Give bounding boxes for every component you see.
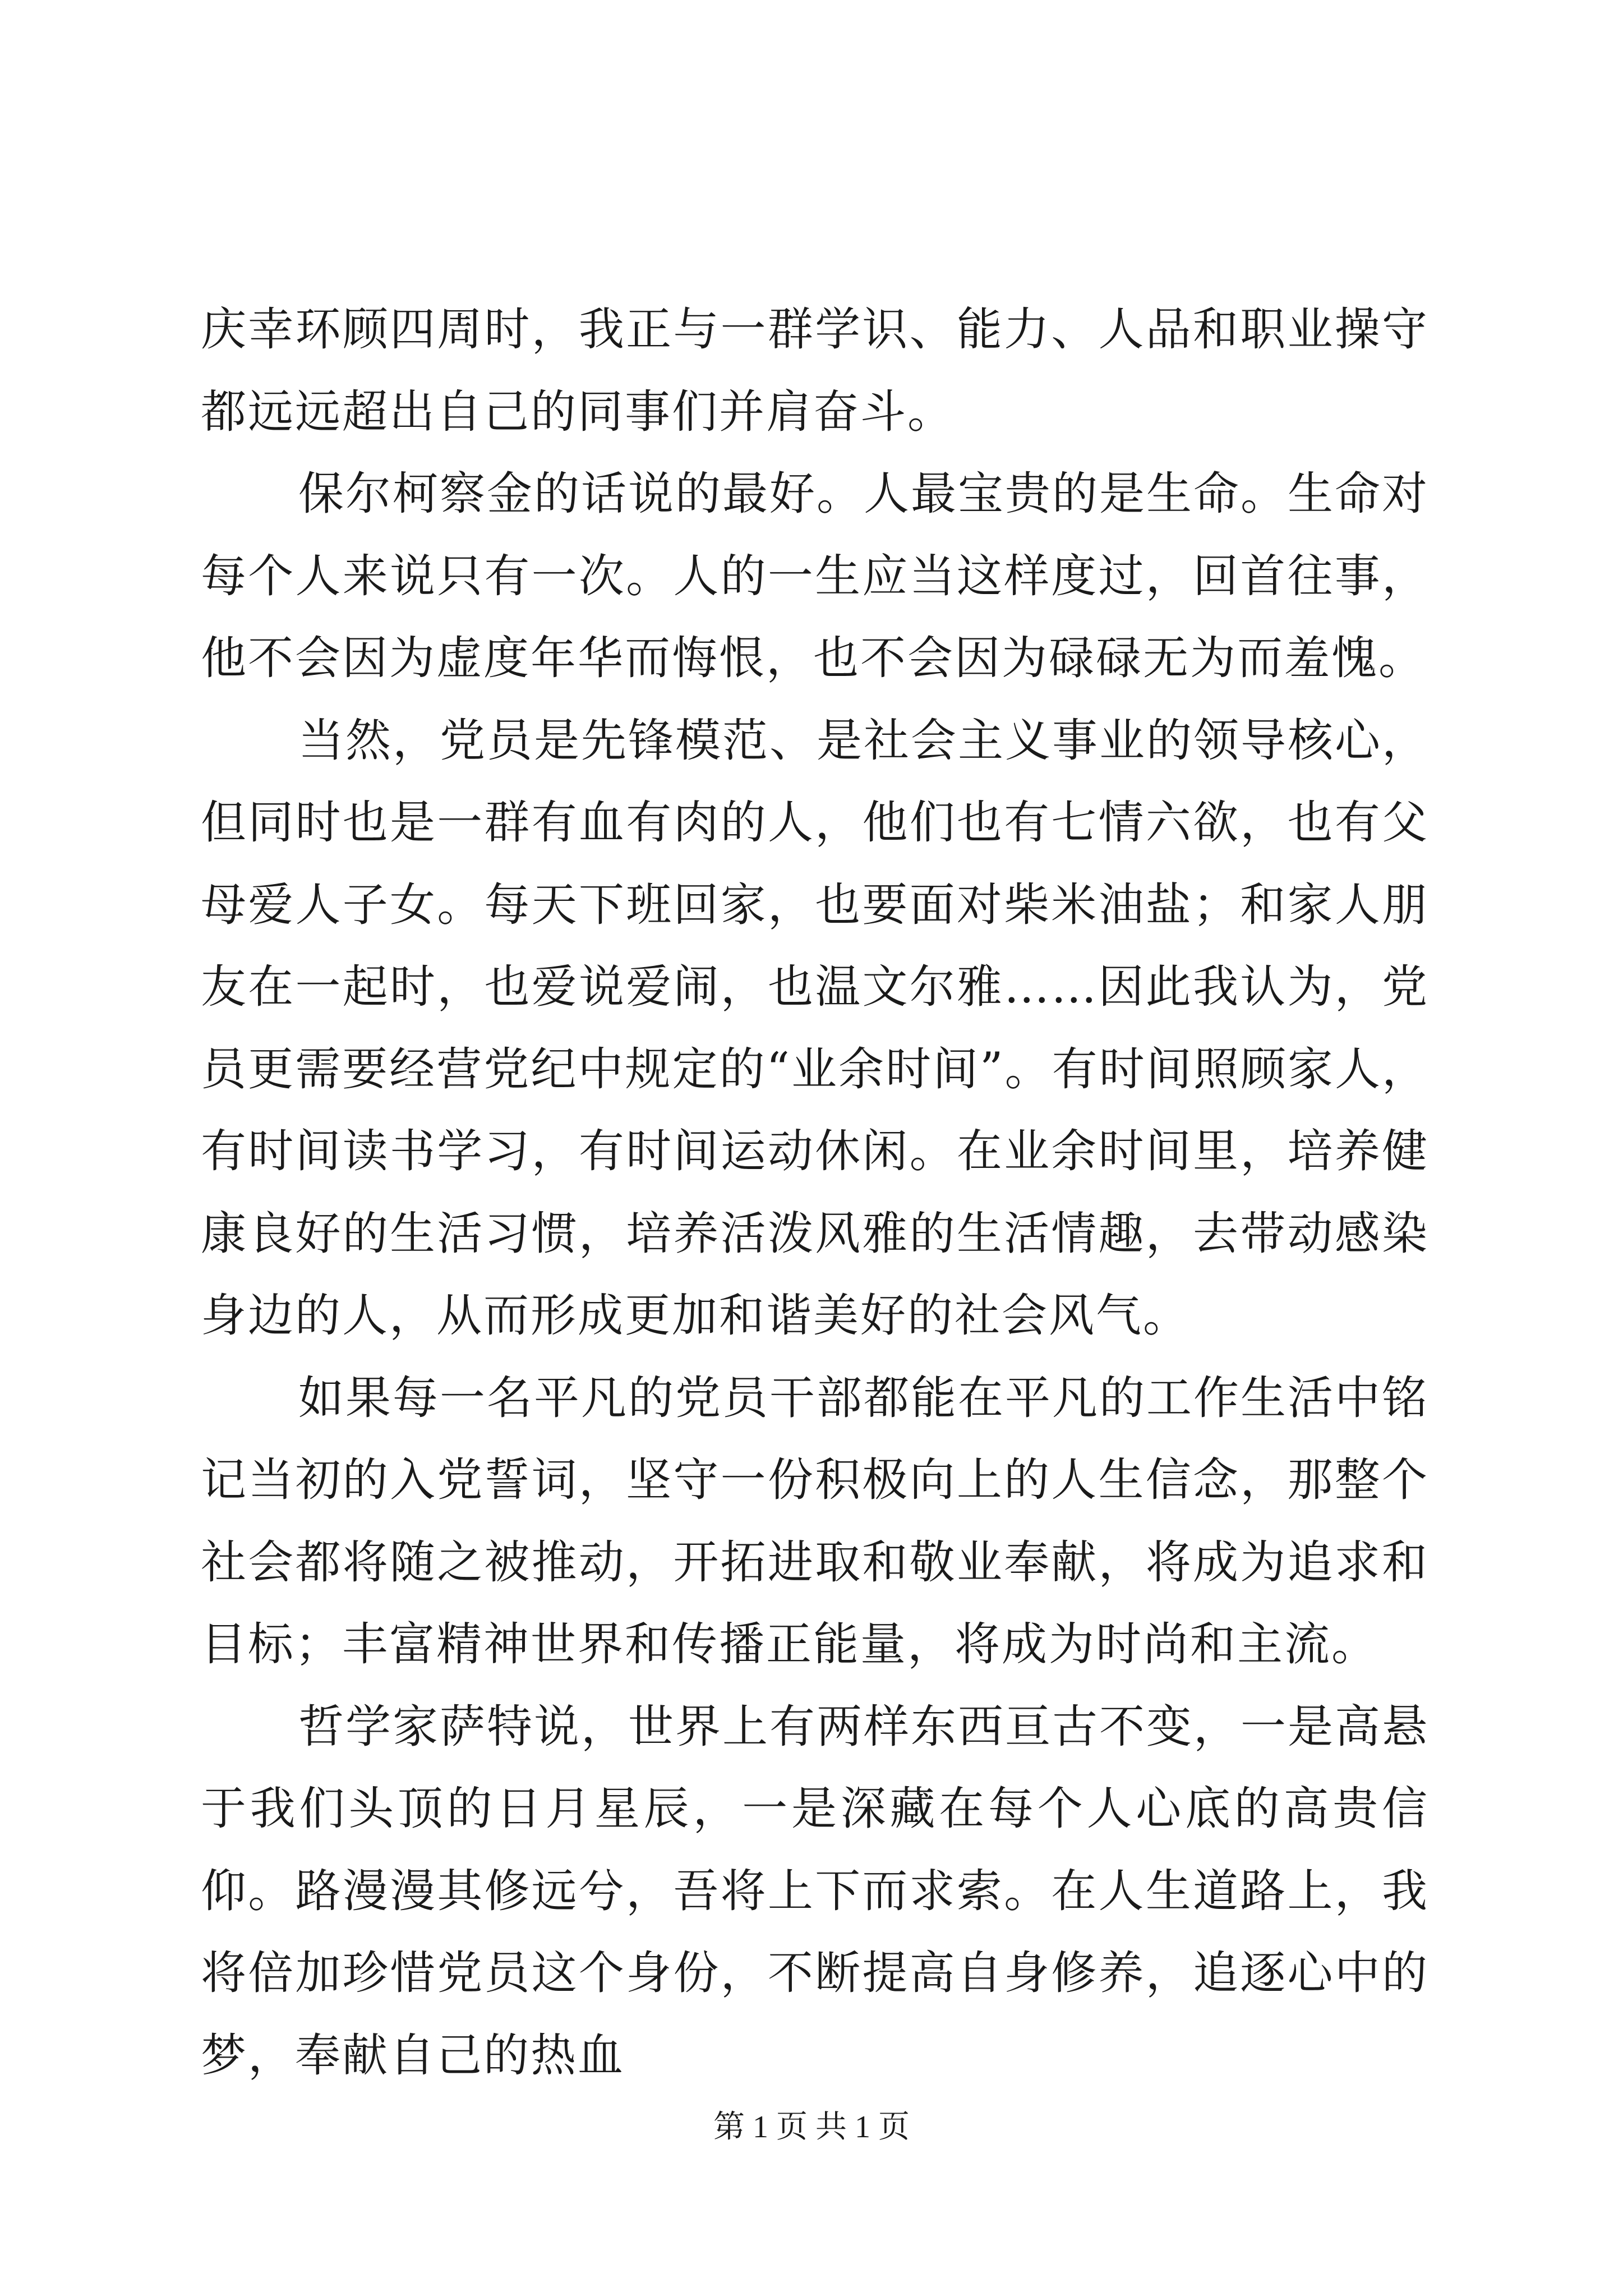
paragraph-1: 庆幸环顾四周时，我正与一群学识、能力、人品和职业操守都远远超出自己的同事们并肩奋斗。: [201, 303, 1429, 439]
paragraph-4: 如果每一名平凡的党员干部都能在平凡的工作生活中铭记当初的入党誓词，坚守一份积极向上的人生信念，那整个社会都将随之被推动，开拓进取和敬业奉献，将成为追求和目标；丰富精神世界和传播正能量，将成为时尚和主流。: [201, 1372, 1430, 1671]
page-number-footer: 第 1 页 共 1 页: [713, 2110, 910, 2145]
paragraph-5: 哲学家萨特说，世界上有两样东西亘古不变，一是高悬于我们头顶的日月星辰，一是深藏在每个人心底的高贵信仰。路漫漫其修远兮，吾将上下而求索。在人生道路上，我将倍加珍惜党员这个身份，不断提高自身修养，追逐心中的梦，奉献自己的热血: [201, 1700, 1430, 2082]
document-body: [201, 289, 1429, 2097]
paragraph-2: 保尔柯察金的话说的最好。人最宝贵的是生命。生命对每个人来说只有一次。人的一生应当这样度过，回首往事，他不会因为虚度年华而悔恨，也不会因为碌碌无为而羞愧。: [201, 468, 1430, 685]
paragraph-3: 当然，党员是先锋模范、是社会主义事业的领导核心，但同时也是一群有血有肉的人，他们也有七情六欲，也有父母爱人子女。每天下班回家，也要面对柴米油盐；和家人朋友在一起时，也爱说爱闹，也温文尔雅……因此我认为，党员更需要经营党纪中规定的“业余时间”。有时间照顾家人，有时间读书学习，有时间运动休闲。在业余时间里，培养健康良好的生活习惯，培养活泼风雅的生活情趣，去带动感染身边的人，从而形成更加和谐美好的社会风气。: [201, 714, 1430, 1342]
